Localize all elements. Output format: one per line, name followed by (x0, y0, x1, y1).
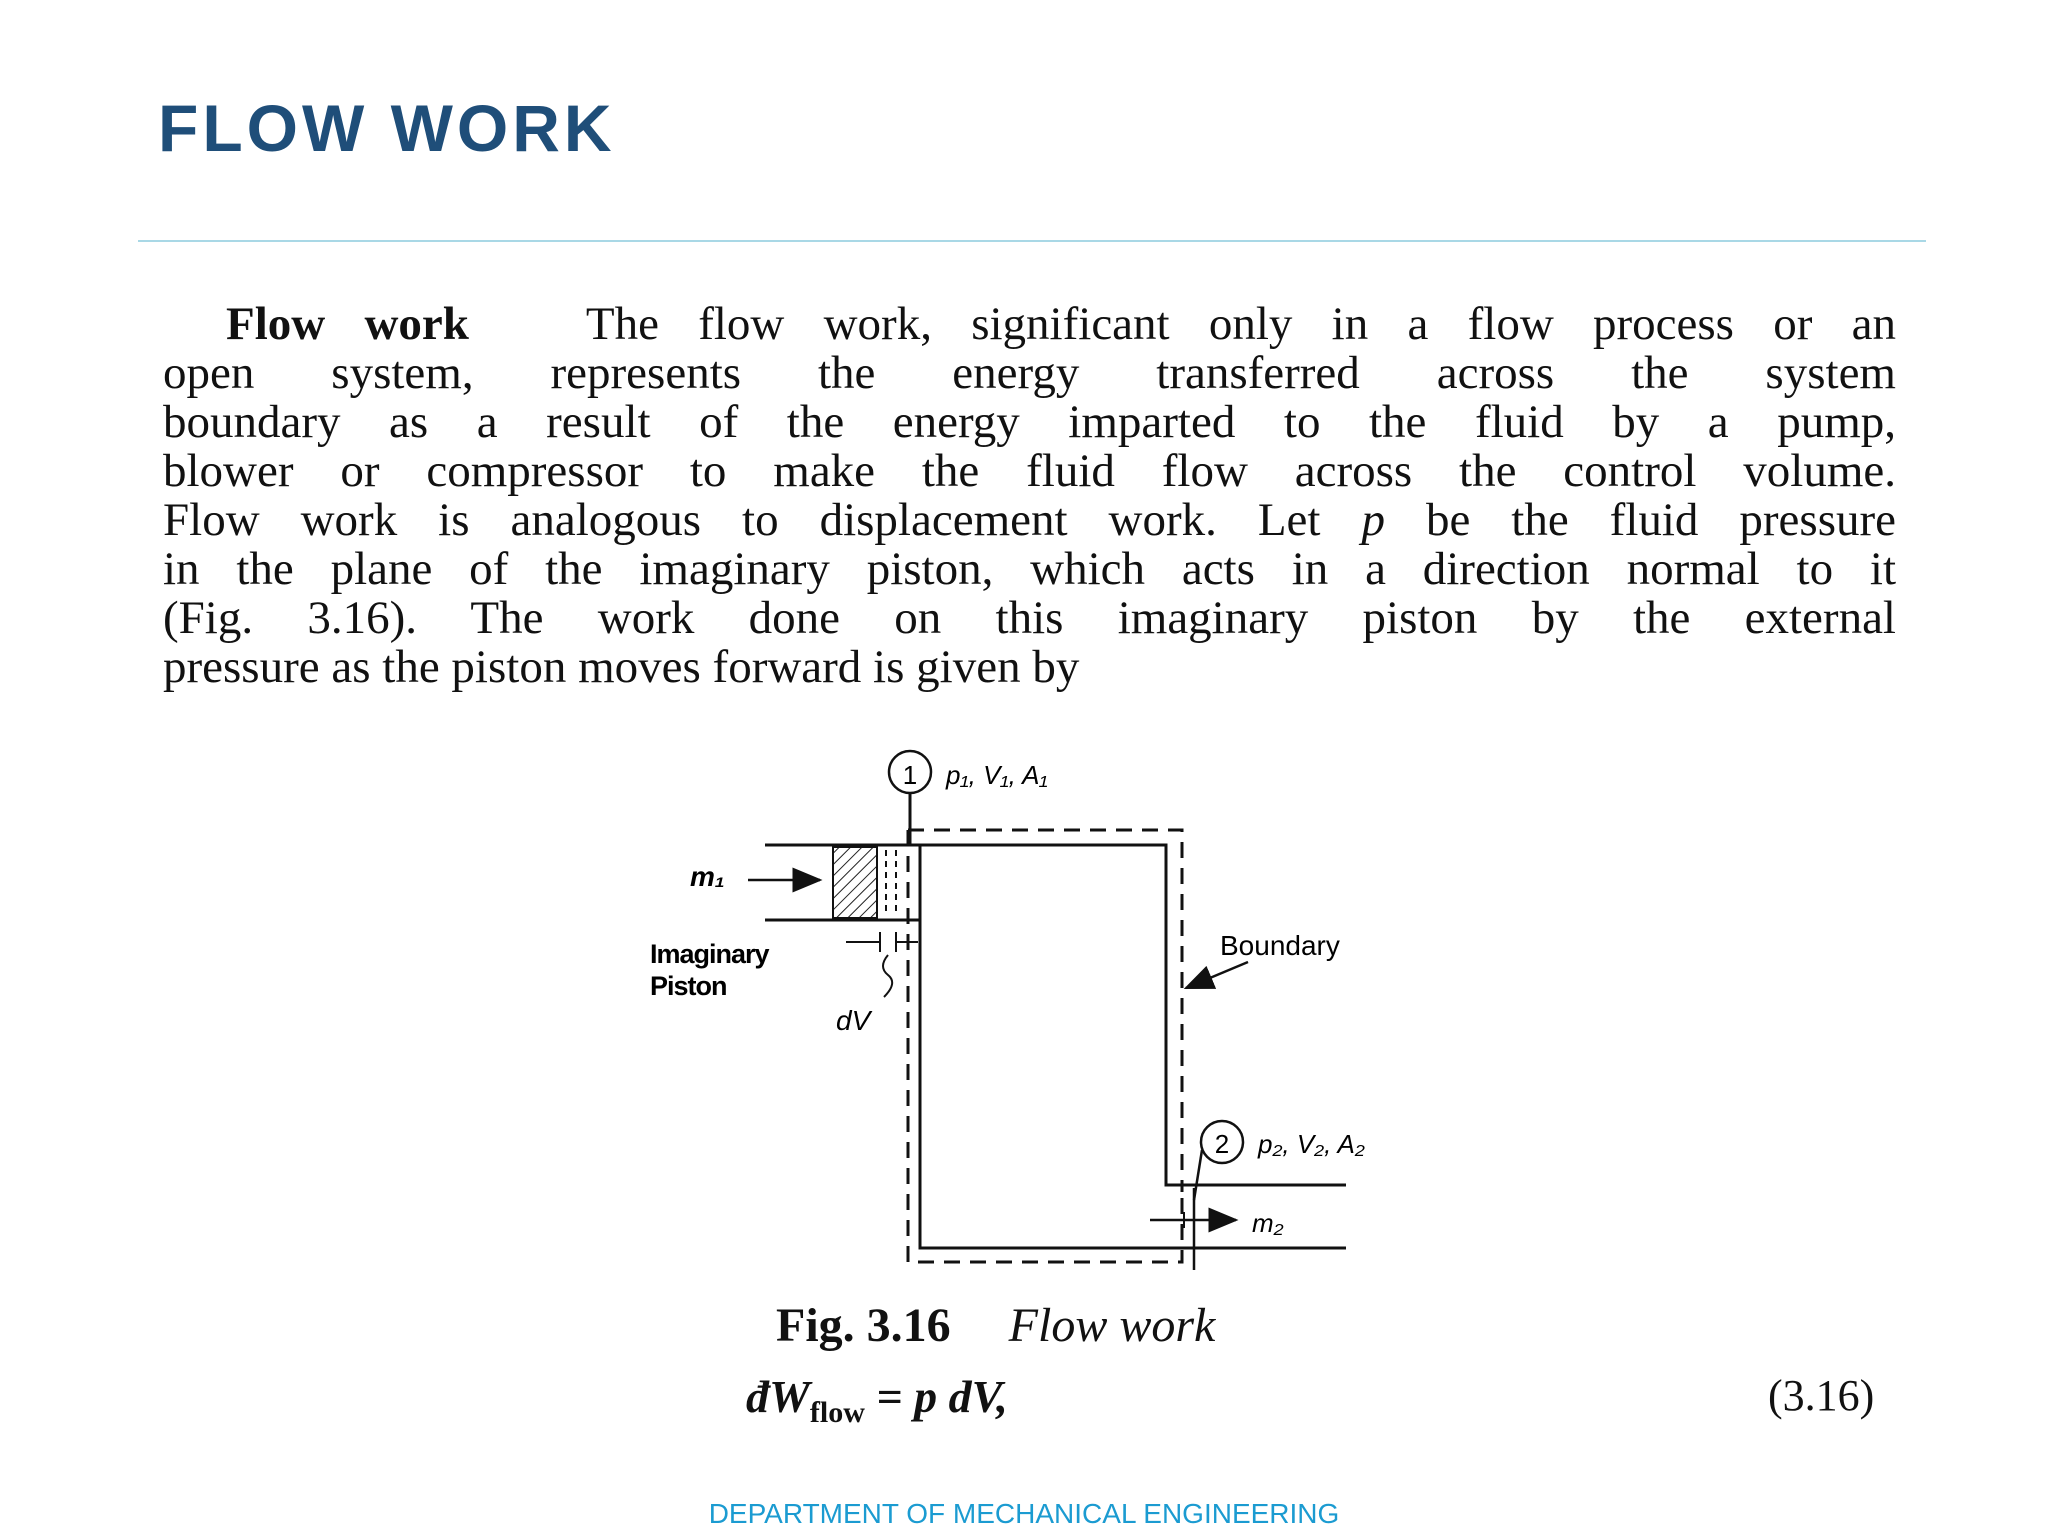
flow-work-equation (746, 1370, 1008, 1430)
state-2-label: p₂, V₂, A₂ (1258, 1129, 1365, 1159)
caption-number: Fig. 3.16 (776, 1299, 951, 1352)
paragraph-text: be the fluid pressure (1425, 494, 1897, 546)
mass-out-label: m₂ (1252, 1208, 1284, 1238)
piston-label-2: Piston (650, 971, 727, 1001)
mass-in-label: m₁ (690, 861, 725, 892)
paragraph-line-8: pressure as the piston moves forward is given by (163, 641, 1080, 693)
state-2-number: 2 (1214, 1129, 1230, 1159)
boundary-label: Boundary (1220, 930, 1340, 961)
pressure-symbol: p (1361, 494, 1385, 546)
paragraph-line-7: (Fig. 3.16). The work done on this imaginary piston by the external (163, 592, 1896, 644)
equation-rhs: = p dV, (876, 1371, 1008, 1422)
paragraph-text: Flow work is analogous to displacement work. Let (163, 494, 1321, 546)
paragraph-line-3: boundary as a result of the energy imparted to the fluid by a pump, (163, 396, 1896, 448)
dv-label: dV (836, 1005, 871, 1036)
figure-caption (776, 1298, 1215, 1353)
imaginary-piston (833, 847, 877, 918)
state-1-number: 1 (902, 760, 918, 790)
caption-title: Flow work (1008, 1299, 1216, 1352)
paragraph-lead: Flow work (226, 298, 469, 350)
dv-leader (883, 955, 892, 997)
paragraph-line-2: open system, represents the energy transferred across the system (163, 347, 1896, 399)
state-1-label: p₁, V₁, A₁ (946, 760, 1048, 790)
paragraph-line-4: blower or compressor to make the fluid flow across the control volume. (163, 445, 1896, 497)
footer-department: DEPARTMENT OF MECHANICAL ENGINEERING (708, 1498, 1340, 1529)
boundary-arrow (1186, 962, 1248, 988)
paragraph-text: The flow work, significant only in a flow process or an (585, 298, 1897, 350)
equation-subscript: flow (809, 1396, 865, 1430)
paragraph-line-6: in the plane of the imaginary piston, which acts in a direction normal to it (163, 543, 1896, 595)
vessel-wall-inner (920, 845, 1346, 1248)
piston-label-1: Imaginary (650, 939, 769, 969)
page-title: FLOW WORK (158, 91, 616, 165)
control-boundary (908, 830, 1182, 1262)
equation-number: (3.16) (1768, 1371, 1875, 1420)
equation-lhs: đW (746, 1371, 810, 1422)
